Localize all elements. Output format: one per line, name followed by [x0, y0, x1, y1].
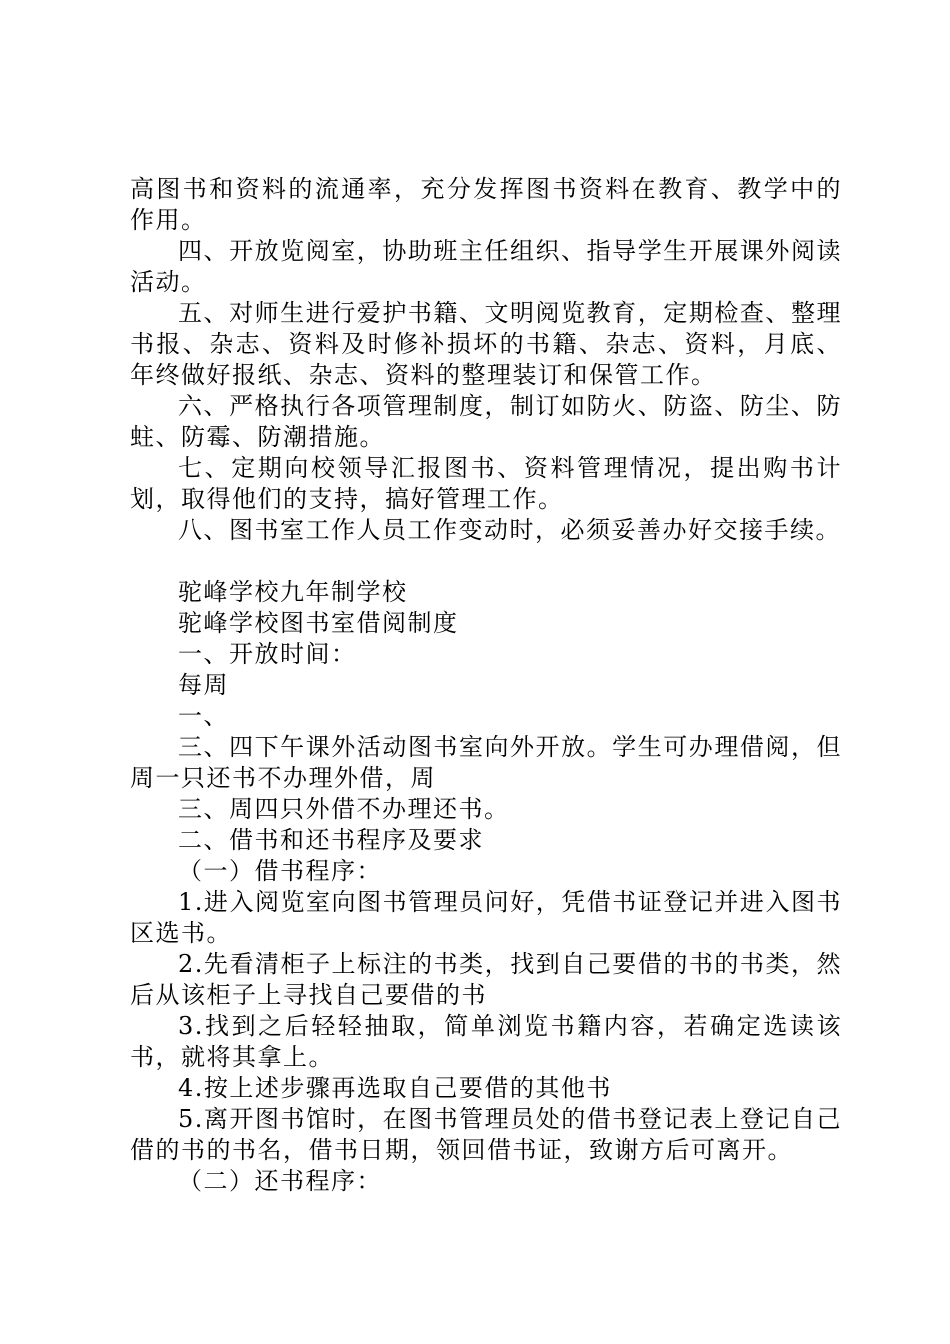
text-weekly: 每周	[178, 671, 229, 699]
step-item-4: 4.按上述步骤再选取自己要借的其他书	[178, 1074, 612, 1102]
paragraph-item-four: 四、开放览阅室，协助班主任组织、指导学生开展课外阅读活动。	[130, 237, 842, 296]
step-item-2: 2.先看清柜子上标注的书类，找到自己要借的书的书类，然后从该柜子上寻找自己要借的书	[130, 950, 842, 1009]
text-one: 一、	[178, 702, 229, 730]
step-item-5: 5.离开图书馆时，在图书管理员处的借书登记表上登记自己借的书的书名，借书日期，领回借书证，致谢方后可离开。	[130, 1105, 842, 1164]
subheading-borrow-procedure: （一）借书程序：	[178, 857, 382, 885]
document-title: 驼峰学校图书室借阅制度	[178, 609, 459, 637]
paragraph-thursday-rule: 三、周四只外借不办理还书。	[178, 795, 510, 823]
school-name: 驼峰学校九年制学校	[178, 578, 408, 606]
paragraph-opening-schedule: 三、四下午课外活动图书室向外开放。学生可办理借阅，但周一只还书不办理外借，周	[130, 733, 842, 792]
subheading-return-procedure: （二）还书程序：	[178, 1167, 382, 1195]
document-body	[130, 174, 842, 1197]
section-heading-opening-hours: 一、开放时间：	[178, 640, 357, 668]
section-heading-procedures: 二、借书和还书程序及要求	[178, 826, 484, 854]
blank-line	[130, 546, 842, 577]
paragraph-item-six: 六、严格执行各项管理制度，制订如防火、防盗、防尘、防蛀、防霉、防潮措施。	[130, 392, 842, 451]
paragraph-continuation: 高图书和资料的流通率，充分发挥图书资料在教育、教学中的作用。	[130, 175, 842, 234]
paragraph-item-eight: 八、图书室工作人员工作变动时，必须妥善办好交接手续。	[178, 516, 841, 544]
step-item-3: 3.找到之后轻轻抽取，简单浏览书籍内容，若确定选读该书，就将其拿上。	[130, 1012, 842, 1071]
paragraph-item-seven: 七、定期向校领导汇报图书、资料管理情况，提出购书计划，取得他们的支持，搞好管理工作。	[130, 454, 842, 513]
step-item-1: 1.进入阅览室向图书管理员问好，凭借书证登记并进入图书区选书。	[130, 888, 842, 947]
paragraph-item-five: 五、对师生进行爱护书籍、文明阅览教育，定期检查、整理书报、杂志、资料及时修补损坏的书籍、杂志、资料，月底、年终做好报纸、杂志、资料的整理装订和保管工作。	[130, 299, 842, 389]
